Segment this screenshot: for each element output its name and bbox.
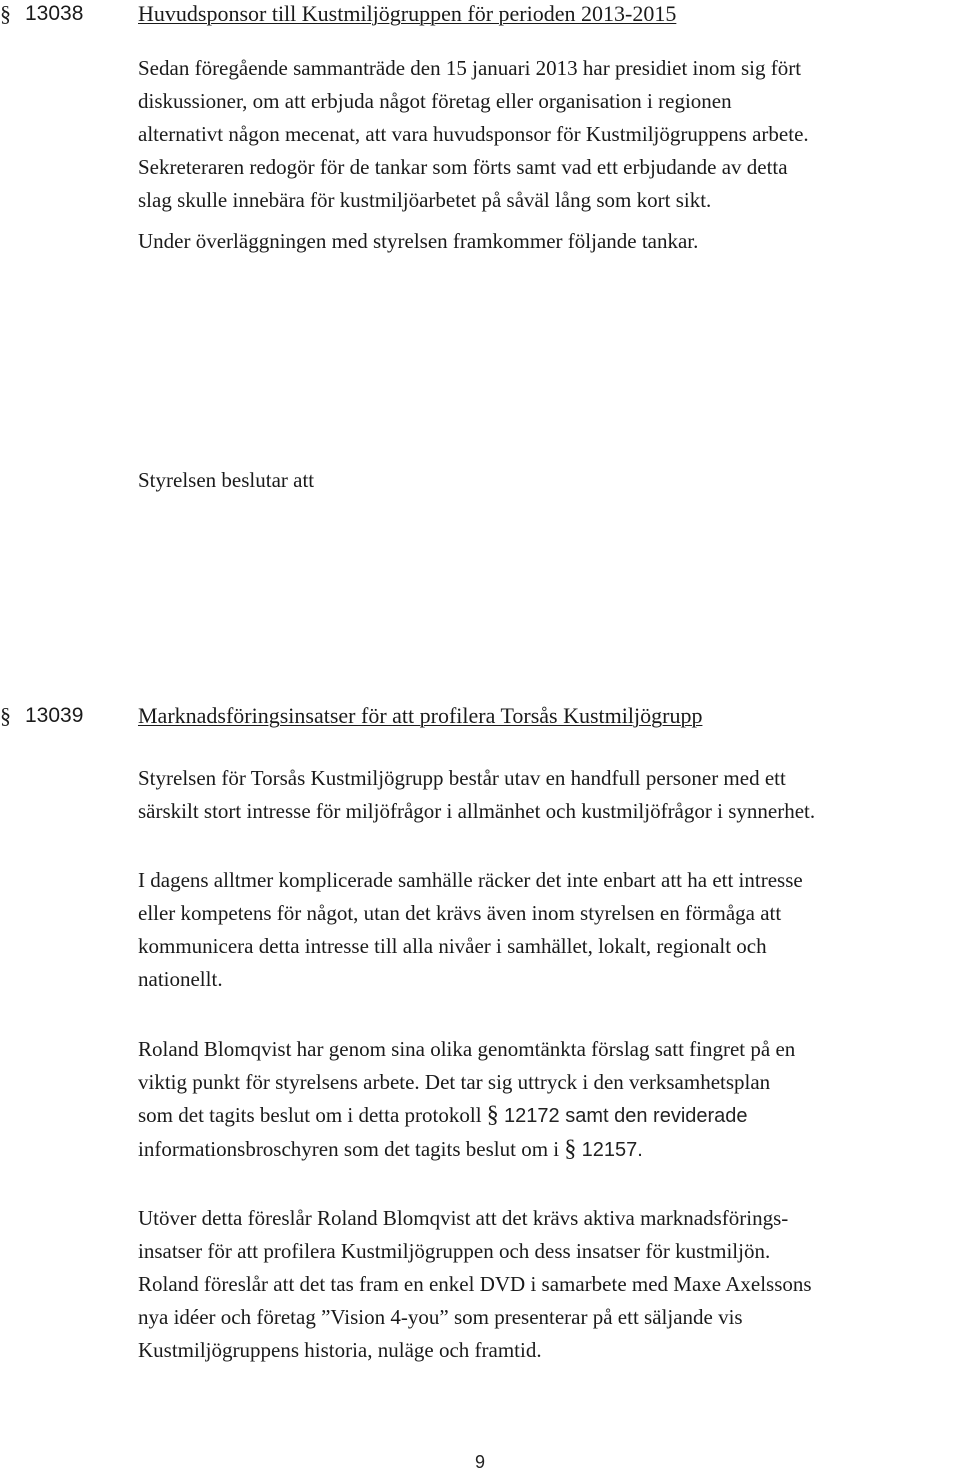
text-line: nya idéer och företag ”Vision 4-you” som presenterar på ett säljande vis	[138, 1305, 743, 1329]
text-line: nationellt.	[138, 967, 223, 991]
section-13038-paragraph-1	[138, 52, 960, 217]
text-line	[138, 1133, 960, 1167]
paragraph-sign: §	[486, 1102, 499, 1128]
text-line: Styrelsen för Torsås Kustmiljögrupp består utav en handfull personer med ett	[138, 766, 786, 790]
text-line: slag skulle innebära för kustmiljöarbetet på såväl lång som kort sikt.	[138, 188, 712, 212]
decision-heading	[138, 464, 960, 497]
text-line: diskussioner, om att erbjuda något företag eller organisation i regionen	[138, 89, 732, 113]
reference-number: 12172 samt den reviderade	[504, 1105, 748, 1127]
section-title: Marknadsföringsinsatser för att profilera Torsås Kustmiljögrupp	[138, 703, 703, 728]
text-line: Sekreteraren redogör för de tankar som förts samt vad ett erbjudande av detta	[138, 155, 788, 179]
section-13039-paragraph-2	[138, 864, 960, 996]
text-line: Under överläggningen med styrelsen framkommer följande tankar.	[138, 229, 699, 253]
reference-number: 12157.	[581, 1139, 643, 1161]
text-line: Kustmiljögruppens historia, nuläge och framtid.	[138, 1338, 542, 1362]
text-line: insatser för att profilera Kustmiljögruppen och dess insatser för kustmiljön.	[138, 1239, 771, 1263]
text-line: I dagens alltmer komplicerade samhälle räcker det inte enbart att ha ett intresse	[138, 868, 803, 892]
text-line: Roland Blomqvist har genom sina olika genomtänkta förslag satt fingret på en	[138, 1037, 796, 1061]
text-line: Roland föreslår att det tas fram en enkel DVD i samarbete med Maxe Axelssons	[138, 1272, 812, 1296]
text-line	[138, 1099, 960, 1133]
text-line: viktig punkt för styrelsens arbete. Det tar sig uttryck i den verksamhetsplan	[138, 1070, 771, 1094]
text-line: särskilt stort intresse för miljöfrågor i allmänhet och kustmiljöfrågor i synnerhet.	[138, 799, 816, 823]
text-line: Sedan föregående sammanträde den 15 januari 2013 har presidiet inom sig fört	[138, 56, 802, 80]
section-number: 13038	[25, 2, 84, 25]
text-line: Utöver detta föreslår Roland Blomqvist att det krävs aktiva marknadsförings-	[138, 1206, 789, 1230]
section-13038-paragraph-2	[138, 225, 960, 258]
paragraph-sign: §	[0, 703, 11, 728]
section-number: 13039	[25, 704, 84, 727]
paragraph-sign: §	[564, 1136, 577, 1162]
page-number: 9	[474, 1452, 485, 1472]
text-line: Styrelsen beslutar att	[138, 468, 315, 492]
section-13039-paragraph-4	[138, 1202, 960, 1367]
section-13039-paragraph-3	[138, 1033, 960, 1167]
text-segment: informationsbroschyren som det tagits beslut om i	[138, 1137, 560, 1161]
section-title: Huvudsponsor till Kustmiljögruppen för perioden 2013-2015	[138, 1, 677, 26]
paragraph-sign: §	[0, 1, 11, 26]
text-line: kommunicera detta intresse till alla nivåer i samhället, lokalt, regionalt och	[138, 934, 767, 958]
text-line: eller kompetens för något, utan det krävs även inom styrelsen en förmåga att	[138, 901, 782, 925]
section-13039-paragraph-1	[138, 762, 960, 828]
text-segment: som det tagits beslut om i detta protokoll	[138, 1103, 482, 1127]
text-line: alternativt någon mecenat, att vara huvudsponsor för Kustmiljögruppens arbete.	[138, 122, 809, 146]
